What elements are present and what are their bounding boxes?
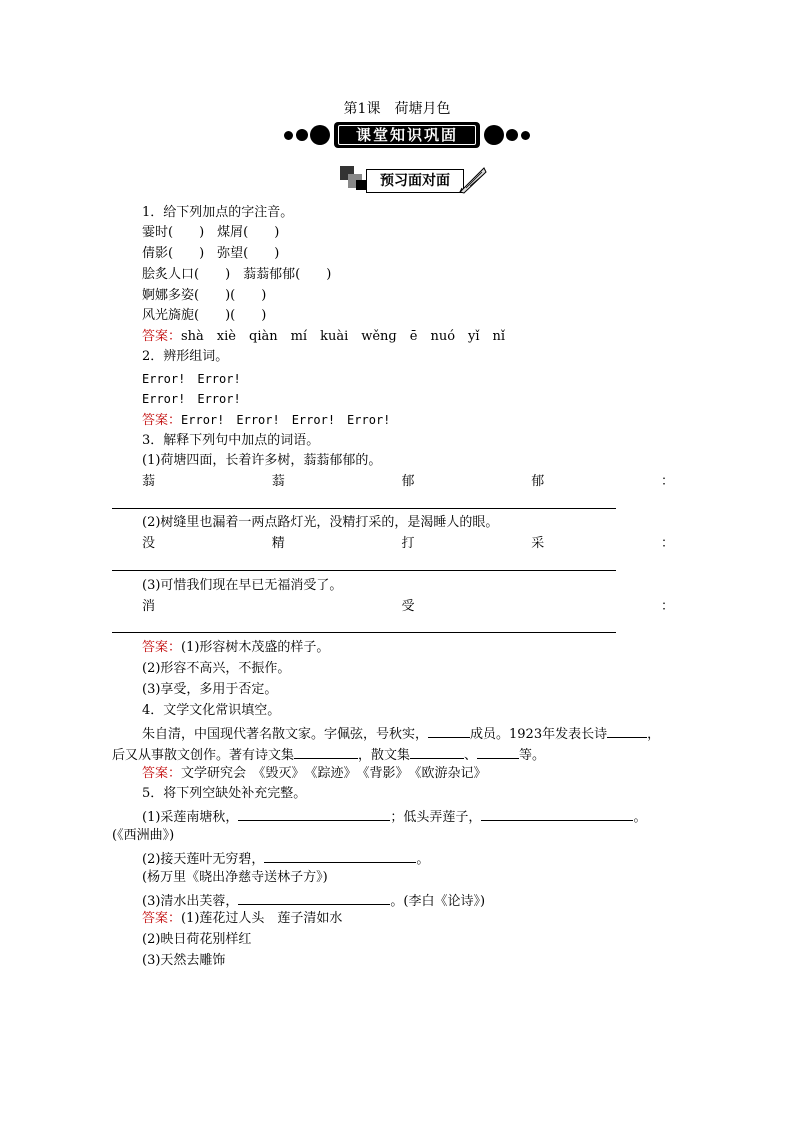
banner-dot-icon [310,125,330,145]
answer-line [112,508,616,509]
q5-text: ；低头弄莲子， [390,810,482,825]
q4-text-line [142,723,660,744]
answer-text: 文学研究会 《毁灭》 《踪迹》 《背影》 《欧游杂记》 [181,766,487,781]
q3-stem: 3．解释下列句中加点的词语。 [142,433,320,448]
answer-text: (1)莲花过人头 莲子清如水 [181,911,343,926]
q3-word-row [142,535,674,553]
q4-text: 成员。1923年发表长诗 [470,727,608,742]
q3-sentence: (1)荷塘四面，长着许多树，蓊蓊郁郁的。 [142,453,382,468]
sub-heading-title: 预习面对面 [366,169,464,193]
q5-source: (杨万里《晓出净慈寺送林子方》) [142,870,328,885]
q3-word-row [142,473,674,491]
fill-blank[interactable] [428,723,470,738]
q5-text: (3)清水出芙蓉， [142,894,239,909]
q4-text: ，散文集 [358,748,411,763]
q3-word-char: 郁 [401,474,415,489]
q1-line: 风光旖旎( )( ) [142,308,267,323]
q5-answer-line: (3)天然去雕饰 [142,953,226,968]
fill-blank[interactable] [477,744,519,759]
q5-line [142,848,429,869]
q4-text: 、 [464,748,478,763]
answer-text: Error! Error! Error! Error! [181,413,391,427]
q3-word-char: 郁 [531,474,545,489]
fill-blank[interactable] [264,848,416,863]
q3-word-char: ： [660,599,674,614]
answer-text: (1)形容树木茂盛的样子。 [181,640,330,655]
q5-text: 。 [416,852,430,867]
q5-stem: 5．将下列空缺处补充完整。 [142,786,307,801]
q5-text: 。(李白《论诗》) [390,894,486,909]
q4-text-line [112,744,545,765]
fill-blank[interactable] [481,806,633,821]
q5-text: (1)采莲南塘秋， [142,810,239,825]
q3-word-char: 采 [531,536,545,551]
banner-dot-icon [296,129,308,141]
q3-word-char: 蓊 [271,474,285,489]
quill-pen-icon [458,166,488,194]
q3-sentence: (2)树缝里也漏着一两点路灯光，没精打采的，是渴睡人的眼。 [142,515,499,530]
lesson-title: 第1课 荷塘月色 [343,101,451,117]
section-banner [282,120,532,150]
answer-label: 答案： [142,911,182,926]
answer-label: 答案： [142,413,182,428]
q4-stem: 4．文学文化常识填空。 [142,703,281,718]
q5-answer-line: (2)映日荷花别样红 [142,932,252,947]
q3-word-char: 蓊 [142,474,156,489]
q5-line [142,890,485,911]
q1-stem: 1．给下列加点的字注音。 [142,205,294,220]
fill-blank[interactable] [607,723,647,738]
q4-text: 等。 [519,748,546,763]
q3-word-char: ： [660,474,674,489]
q4-text: 朱自清，中国现代著名散文家。字佩弦，号秋实， [142,727,429,742]
q3-word-char: 打 [401,536,415,551]
q5-text: (2)接天莲叶无穷碧， [142,852,265,867]
answer-label: 答案： [142,640,182,655]
banner-pill [334,122,480,148]
q5-line [142,806,646,827]
q2-stem: 2．辨形组词。 [142,349,229,364]
q1-line: 婀娜多姿( )( ) [142,288,267,303]
fill-blank[interactable] [294,744,358,759]
answer-label: 答案： [142,329,182,344]
q3-sentence: (3)可惜我们现在早已无福消受了。 [142,578,343,593]
q3-answer [142,639,329,657]
q2-line: Error! Error! [142,392,241,406]
q3-answer-line: (3)享受，多用于否定。 [142,682,278,697]
answer-line [112,632,616,633]
q4-text: ， [647,727,661,742]
q1-line: 脍炙人口( ) 蓊蓊郁郁( ) [142,267,332,282]
q2-line: Error! Error! [142,372,241,386]
q3-word-char: 消 [142,599,156,614]
q4-text: 后又从事散文创作。著有诗文集 [112,748,295,763]
fill-blank[interactable] [410,744,464,759]
q1-line: 倩影( ) 弥望( ) [142,246,280,261]
banner-dot-icon [284,131,293,140]
q3-word-char: 没 [142,536,156,551]
banner-dot-icon [484,125,504,145]
q3-answer-line: (2)形容不高兴，不振作。 [142,661,291,676]
q5-text: 。 [633,810,647,825]
fill-blank[interactable] [238,806,390,821]
q1-line: 霎时( ) 煤屑( ) [142,225,280,240]
sub-heading [340,166,490,194]
q4-answer [142,765,487,783]
answer-label: 答案： [142,766,182,781]
banner-title: 课堂知识巩固 [338,125,476,145]
q3-word-char: 精 [271,536,285,551]
banner-dot-icon [506,129,518,141]
answer-line [112,570,616,571]
answer-text: shà xiè qiàn mí kuài wěnɡ ē nuó yǐ nǐ [181,329,506,344]
q5-answer [142,910,342,928]
q3-word-row [142,598,674,616]
q1-answer [142,328,505,346]
q3-word-char: ： [660,536,674,551]
q2-answer [142,411,390,430]
fill-blank[interactable] [238,890,390,905]
banner-dot-icon [521,131,530,140]
q3-word-char: 受 [401,599,415,614]
q5-source: (《西洲曲》) [112,828,175,843]
square-deco-icon [356,180,366,190]
